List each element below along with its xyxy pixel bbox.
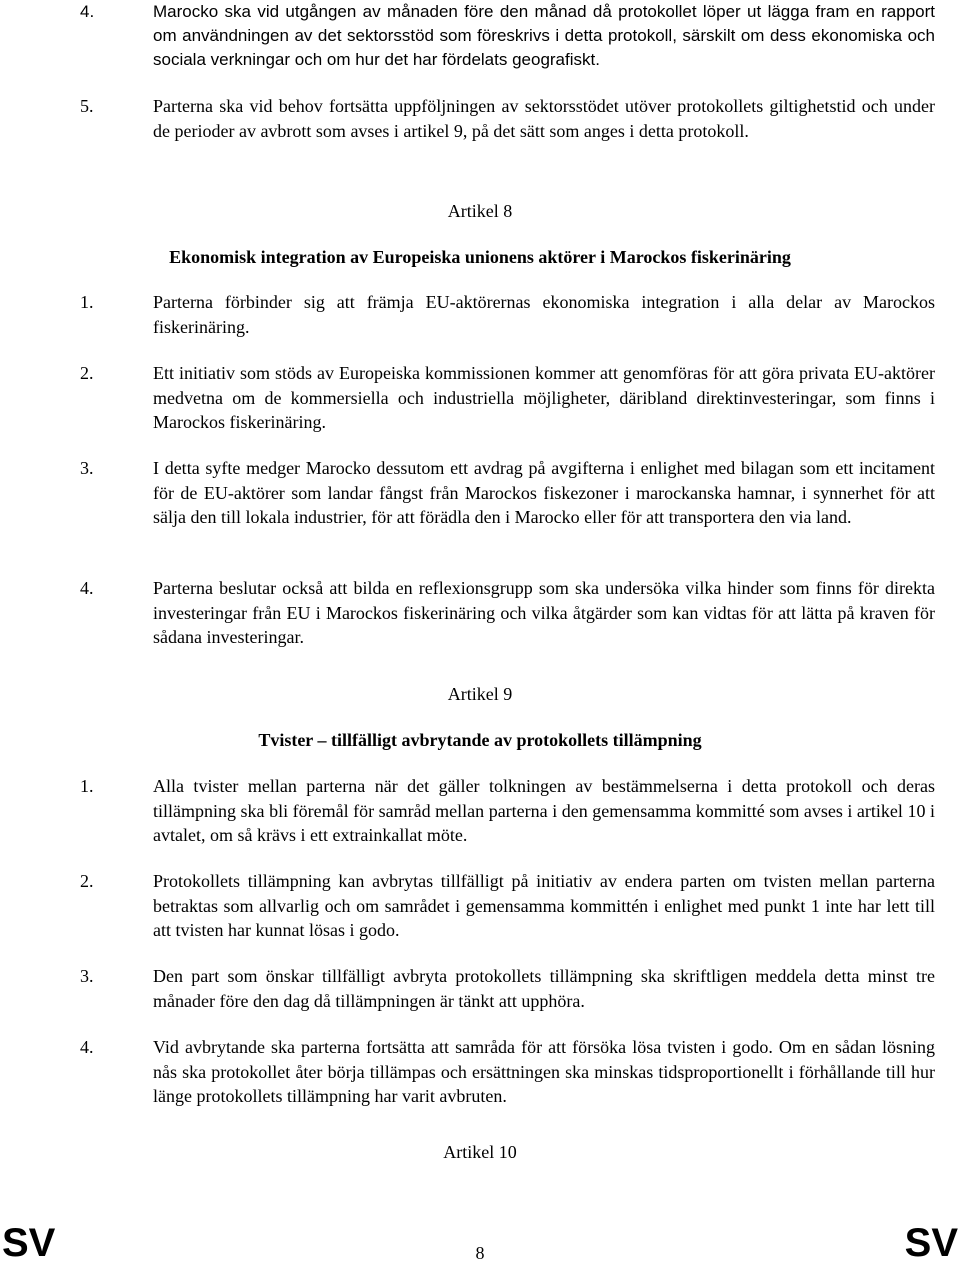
- paragraph-text: Parterna förbinder sig att främja EU-aktörernas ekonomiska integration i alla delar av Marockos fiskerinäring.: [153, 292, 935, 337]
- paragraph-text: Vid avbrytande ska parterna fortsätta att samråda för att försöka lösa tvisten i godo. Om en sådan lösning nås ska protokollet åter börja tillämpas och ersättningen ska minskas tidsproportionellt i förhållande till hur länge protokollets tillämpning har varit avbruten.: [153, 1037, 935, 1106]
- paragraph-number: 2.: [80, 363, 94, 383]
- paragraph-number: 3.: [80, 966, 94, 986]
- page-footer: [0, 1222, 960, 1264]
- paragraph-text: Parterna beslutar också att bilda en reflexionsgrupp som ska undersöka vilka hinder som finns för direkta investeringar från EU i Marockos fiskerinäring och vilka åtgärder som kan vidtas för att lätta på kraven för sådana investeringar.: [153, 578, 935, 647]
- paragraph-number: 3.: [80, 458, 94, 478]
- paragraph-text: Parterna ska vid behov fortsätta uppföljningen av sektorsstödet utöver protokollets giltighetstid och under de perioder av avbrott som avses i artikel 9, på det sätt som anges i detta protokoll.: [153, 96, 935, 141]
- paragraph-number: 1.: [80, 292, 94, 312]
- article-9-label: Artikel 9: [447, 684, 513, 704]
- paragraph-text: I detta syfte medger Marocko dessutom ett avdrag på avgifterna i enlighet med bilagan som ett incitament för de EU-aktörer som landar fångst från Marockos fiskezoner i marockanska hamnar, i synnerhet för att sälja den till lokala industrier, för att förädla den i Marocko eller för att transportera den via land.: [153, 458, 935, 527]
- paragraph-text: Protokollets tillämpning kan avbrytas tillfälligt på initiativ av endera parten om tvisten mellan parterna betraktas som allvarlig och om samrådet i gemensamma kommittén i enlighet med punkt 1 inte har lett till att tvisten har kunnat lösas i godo.: [153, 871, 935, 940]
- article-8-label: Artikel 8: [447, 201, 513, 221]
- article-10-label: Artikel 10: [443, 1142, 517, 1162]
- paragraph-number: 4.: [80, 578, 94, 598]
- paragraph-text: Alla tvister mellan parterna när det gäller tolkningen av bestämmelserna i detta protokoll och deras tillämpning ska bli föremål för samråd mellan parterna i den gemensamma kommitté som avses i artikel 10 i avtalet, om så krävs i ett extrainkallat möte.: [153, 776, 935, 845]
- article-8-title: Ekonomisk integration av Europeiska unionens aktörer i Marockos fiskerinäring: [169, 247, 791, 267]
- paragraph-text: Marocko ska vid utgången av månaden före den månad då protokollet löper ut lägga fram en rapport om användningen av det sektorsstöd som föreskrivs i detta protokoll, särskilt om dess ekonomiska och sociala verkningar och om hur det har fördelats geografiskt.: [153, 2, 935, 69]
- paragraph-text: Ett initiativ som stöds av Europeiska kommissionen kommer att genomföras för att göra privata EU-aktörer medvetna om de kommersiella och industriella möjligheter, däribland direktinvesteringar, som finns i Marockos fiskerinäring.: [153, 363, 935, 432]
- paragraph-number: 4.: [80, 2, 95, 21]
- paragraph-number: 2.: [80, 871, 94, 891]
- page-number: 8: [475, 1243, 485, 1263]
- article-9-title: Tvister – tillfälligt avbrytande av protokollets tillämpning: [258, 730, 702, 750]
- paragraph-number: 4.: [80, 1037, 94, 1057]
- language-code-left: SV: [2, 1221, 56, 1265]
- paragraph-number: 5.: [80, 96, 94, 116]
- paragraph-number: 1.: [80, 776, 94, 796]
- paragraph-text: Den part som önskar tillfälligt avbryta protokollets tillämpning ska skriftligen meddela detta minst tre månader före den dag då tillämpningen är tänkt att upphöra.: [153, 966, 935, 1011]
- language-code-right: SV: [904, 1221, 958, 1265]
